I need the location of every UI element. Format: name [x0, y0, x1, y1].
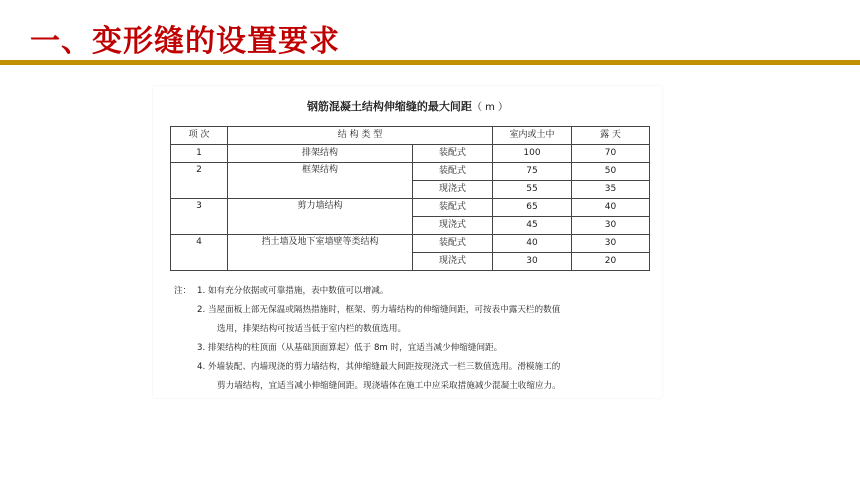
item-no-cell: 3 — [171, 199, 228, 235]
note-number: 3. — [197, 343, 206, 353]
outdoor-cell: 30 — [572, 217, 650, 235]
note-text: 外墙装配、内墙现浇的剪力墙结构，其伸缩缝最大间距按现浇式一栏三数值选用。滑模施工的 — [207, 362, 561, 372]
slide-title: 一、变形缝的设置要求 — [30, 24, 340, 59]
expansion-joint-table — [170, 126, 650, 271]
method-cell: 现浇式 — [413, 217, 493, 235]
table-row — [171, 199, 650, 217]
table-row — [171, 235, 650, 253]
header-item-no: 项 次 — [171, 127, 228, 145]
notes-prefix: 注： — [174, 286, 192, 296]
table-title-unit: （ m ） — [471, 102, 509, 113]
outdoor-cell: 20 — [572, 253, 650, 271]
note-text-continued: 选用，排架结构可按适当低于室内栏的数值选用。 — [217, 324, 407, 334]
method-cell: 现浇式 — [413, 253, 493, 271]
note-item — [174, 282, 654, 301]
structure-cell: 排架结构 — [228, 145, 413, 163]
structure-cell: 剪力墙结构 — [228, 199, 413, 235]
table-notes — [174, 282, 654, 396]
outdoor-cell: 70 — [572, 145, 650, 163]
outdoor-cell: 35 — [572, 181, 650, 199]
item-no-cell: 1 — [171, 145, 228, 163]
note-text-continued: 剪力墙结构，宜适当减小伸缩缝间距。现浇墙体在施工中应采取措施减少混凝土收缩应力。 — [217, 381, 561, 391]
item-no-cell: 4 — [171, 235, 228, 271]
note-item — [174, 358, 654, 377]
outdoor-cell: 30 — [572, 235, 650, 253]
note-number: 2. — [197, 305, 206, 315]
outdoor-cell: 40 — [572, 199, 650, 217]
note-text: 当屋面板上部无保温或隔热措施时，框架、剪力墙结构的伸缩缝间距，可按表中露天栏的数值 — [207, 305, 561, 315]
table-row — [171, 163, 650, 181]
note-text: 排架结构的柱顶面（从基础顶面算起）低于 8m 时，宜适当减少伸缩缝间距。 — [207, 343, 503, 353]
header-indoor: 室内或土中 — [493, 127, 572, 145]
table-title-text: 钢筋混凝土结构伸缩缝的最大间距 — [306, 100, 472, 113]
item-no-cell: 2 — [171, 163, 228, 199]
structure-cell: 挡土墙及地下室墙壁等类结构 — [228, 235, 413, 271]
method-cell: 现浇式 — [413, 181, 493, 199]
method-cell: 装配式 — [413, 145, 493, 163]
table-header-row — [171, 127, 650, 145]
title-underline — [0, 60, 860, 65]
header-structure-type: 结 构 类 型 — [228, 127, 493, 145]
note-number: 1. — [197, 286, 206, 296]
structure-cell: 框架结构 — [228, 163, 413, 199]
note-text: 如有充分依据或可靠措施，表中数值可以增减。 — [207, 286, 389, 296]
indoor-cell: 65 — [493, 199, 572, 217]
indoor-cell: 30 — [493, 253, 572, 271]
document-image — [153, 86, 662, 398]
header-outdoor: 露 天 — [572, 127, 650, 145]
note-number: 4. — [197, 362, 206, 372]
outdoor-cell: 50 — [572, 163, 650, 181]
indoor-cell: 40 — [493, 235, 572, 253]
method-cell: 装配式 — [413, 199, 493, 217]
note-item — [174, 301, 654, 320]
indoor-cell: 75 — [493, 163, 572, 181]
indoor-cell: 55 — [493, 181, 572, 199]
table-title — [153, 98, 662, 114]
indoor-cell: 45 — [493, 217, 572, 235]
indoor-cell: 100 — [493, 145, 572, 163]
table-row — [171, 145, 650, 163]
note-item — [174, 339, 654, 358]
method-cell: 装配式 — [413, 163, 493, 181]
method-cell: 装配式 — [413, 235, 493, 253]
